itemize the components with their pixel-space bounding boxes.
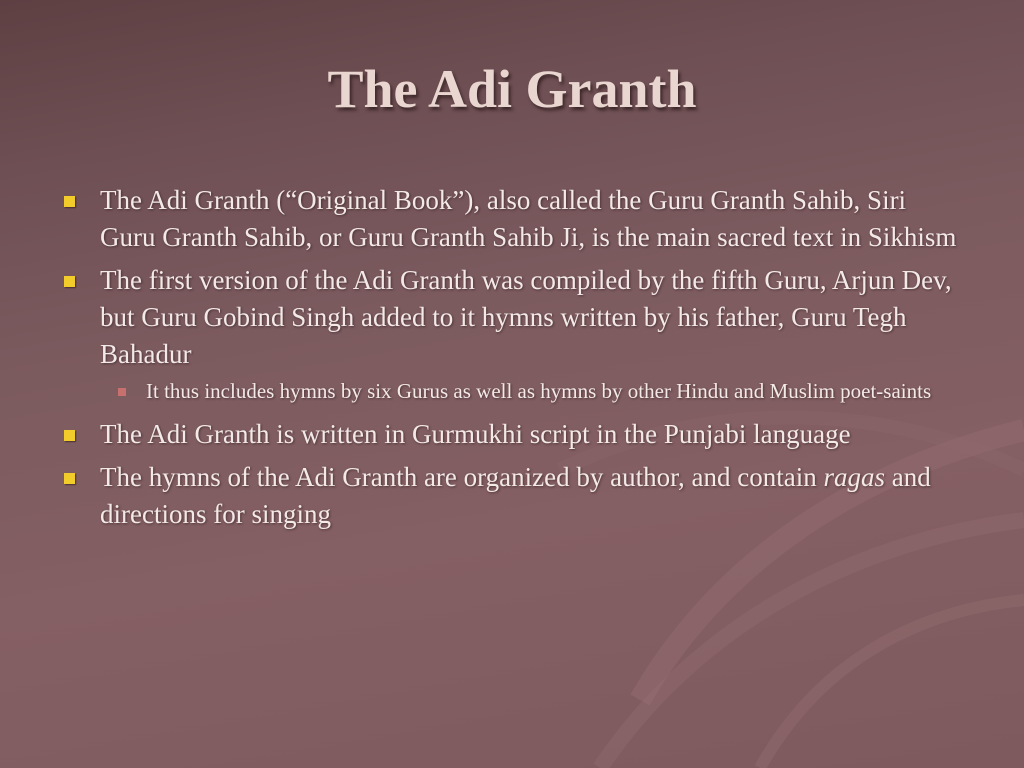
bullet-item — [58, 459, 968, 533]
sub-bullet-item — [58, 377, 968, 406]
bullet-text-end: and directions for singing — [100, 462, 931, 529]
bullet-item — [58, 262, 968, 373]
bullet-item — [58, 416, 968, 453]
square-bullet-icon — [64, 196, 75, 207]
bullet-text: The Adi Granth (“Original Book”), also called the Guru Granth Sahib, Siri Guru Granth Sahib, or Guru Granth Sahib Ji, is the main sacred text in Sikhism — [100, 185, 957, 252]
sub-bullet-text: It thus includes hymns by six Gurus as well as hymns by other Hindu and Muslim poet-saints — [146, 379, 932, 403]
bullet-text-start: The hymns of the Adi Granth are organized by author, and contain — [100, 462, 824, 492]
bullet-item — [58, 182, 968, 256]
square-bullet-icon — [64, 276, 75, 287]
square-sub-bullet-icon — [118, 388, 126, 396]
slide-title: The Adi Granth — [327, 59, 697, 119]
square-bullet-icon — [64, 473, 75, 484]
bullet-list — [58, 182, 968, 539]
square-bullet-icon — [64, 430, 75, 441]
bullet-text: The first version of the Adi Granth was compiled by the fifth Guru, Arjun Dev, but Guru Gobind Singh added to it hymns written by his father, Guru Tegh Bahadur — [100, 265, 952, 369]
bullet-text-italic: ragas — [823, 462, 885, 492]
bullet-text: The Adi Granth is written in Gurmukhi script in the Punjabi language — [100, 419, 851, 449]
